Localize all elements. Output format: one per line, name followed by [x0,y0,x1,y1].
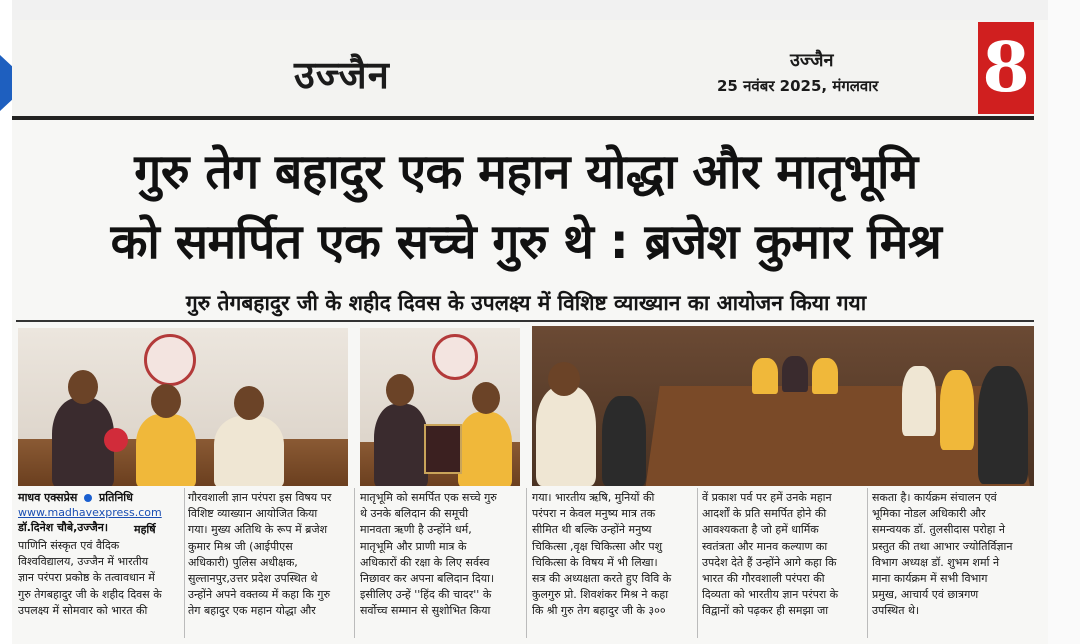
masthead-rule [12,116,1034,120]
person-official [214,416,284,486]
article-column-1 [18,538,180,619]
person-attendee [752,358,778,394]
person-head [68,370,98,404]
article-column-5 [702,490,862,620]
byline-reporter: डॉ.दिनेश चौबे,उज्जैन। [18,521,109,534]
text-line: मानवता ऋणी है उन्होंने धर्म, [360,523,472,537]
byline-role: प्रतिनिधि [98,491,133,504]
page-number: 8 [978,22,1034,114]
person-attendee [602,396,646,486]
column-divider [354,488,355,638]
person-head [548,362,580,396]
text-line: पाणिनि संस्कृत एवं वैदिक [18,539,120,552]
text-line: उपस्थित थे। [872,604,920,618]
text-line: तेग बहादुर एक महान योद्धा और [188,604,316,618]
column-divider [184,488,185,638]
text-line: आवश्यकता है जो हमें धार्मिक [702,523,819,537]
university-emblem-icon [144,334,196,386]
article-column-4 [532,490,692,620]
masthead-city: उज्जैन [790,50,834,71]
text-line: इसीलिए उन्हें ''हिंद की चादर'' के [360,588,492,602]
person-attendee [782,356,808,392]
text-line: परंपरा न केवल मनुष्य मात्र तक [532,507,656,521]
text-line: विद्वानों को पढ़कर ही समझा जा [702,604,829,618]
text-line: ज्ञान परंपरा प्रकोष्ठ के तत्वावधान में [18,571,155,585]
article-column-2 [188,490,348,620]
subheadline: गुरु तेगबहादुर जी के शहीद दिवस के उपलक्ष्य में विशिष्ट व्याख्यान का आयोजन किया गया [185,291,867,315]
text-line: विश्वविद्यालय, उज्जैन में भारतीय [18,555,149,569]
article-column-3 [360,490,520,620]
text-line: चिकित्सा ,वृक्ष चिकित्सा और पशु [532,539,663,553]
text-line: आदर्शों के प्रति समर्पित होने की [702,507,827,521]
text-line: भूमिका नोडल अधिकारी और [872,507,986,521]
text-line: गौरवशाली ज्ञान परंपरा इस विषय पर [188,491,332,504]
headline-line-1: गुरु तेग बहादुर एक महान योद्धा और मातृभूमि [134,144,918,200]
person-attendee [902,366,936,436]
text-line: सत्र की अध्यक्षता करते हुए विवि के [532,572,672,586]
text-line: मातृभूमि और प्राणी मात्र के [360,539,467,553]
text-line: उपलक्ष्य में सोमवार को भारत की [18,603,148,617]
photo-book-presentation [360,328,520,486]
column-divider [697,488,698,638]
text-line: निछावर कर अपना बलिदान दिया। [360,572,495,586]
text-line: प्रमुख, आचार्य एवं छात्रगण [872,588,979,602]
text-line: महर्षि [134,523,156,536]
person-host [458,412,512,486]
right-edge [1048,0,1080,644]
text-line: अधिकारी) पुलिस अधीक्षक, [188,555,298,569]
article-column-6 [872,490,1032,620]
person-host [136,414,196,486]
text-line: वें प्रकाश पर्व पर हमें उनके महान [702,491,832,504]
text-line: उन्होंने अपने वक्तव्य में कहा कि गुरु [188,588,331,602]
subheadline-rule [16,320,1034,322]
text-line: सुल्तानपुर,उत्तर प्रदेश उपस्थित थे [188,572,318,586]
person-attendee [812,358,838,394]
byline [18,490,183,535]
text-line: समन्वयक डॉ. तुलसीदास परोहा ने [872,523,1005,537]
text-line: विभाग अध्यक्ष डॉ. शुभम शर्मा ने [872,555,1000,569]
person-head [234,386,264,420]
text-line: सर्वोच्च सम्मान से सुशोभित किया [360,604,491,618]
section-name: उज्जैन [294,52,390,97]
text-line: अधिकारों की रक्षा के लिए सर्वस्व [360,555,490,569]
text-line: विशिष्ट व्याख्यान आयोजित किया [188,507,318,521]
text-line: मातृभूमि को समर्पित एक सच्चे गुरु [360,491,497,504]
top-strip [0,0,1080,20]
masthead-date: 25 नवंबर 2025, मंगलवार [717,77,879,95]
byline-url[interactable]: www.madhavexpress.com [18,506,162,519]
bouquet-icon [104,428,128,452]
person-head [151,384,181,418]
column-divider [526,488,527,638]
text-line: माना कार्यक्रम में सभी विभाग [872,572,988,586]
photo-felicitation [18,328,348,486]
book-icon [424,424,462,474]
text-line: सकता है। कार्यक्रम संचालन एवं [872,491,997,504]
text-line: गया। मुख्य अतिथि के रूप में ब्रजेश [188,523,328,537]
text-line: भारत की गौरवशाली परंपरा की [702,572,825,586]
person-head [472,382,500,414]
university-emblem-icon [432,334,478,380]
person-guest [374,404,428,486]
headline-line-2: को समर्पित एक सच्चे गुरु थे : ब्रजेश कुमार मिश्र [110,214,942,270]
text-line: गुरु तेगबहादुर जी के शहीद दिवस के [18,587,162,601]
column-divider [867,488,868,638]
text-line: उपदेश देते हैं उन्होंने आगे कहा कि [702,555,837,569]
masthead [12,20,1034,116]
text-line: कुलगुरु प्रो. शिवशंकर मिश्र ने कहा [532,588,669,602]
text-line: थे उनके बलिदान की समूची [360,507,469,521]
text-line: दिव्यता को भारतीय ज्ञान परंपरा के [702,588,839,602]
text-line: गया। भारतीय ऋषि, मुनियों की [532,491,655,504]
person-attendee [940,370,974,450]
byline-source: माधव एक्सप्रेस [18,491,78,504]
person-head [386,374,414,406]
text-line: स्वतंत्रता और मानव कल्याण का [702,539,828,553]
photo-meeting-hall [532,326,1034,486]
text-line: सीमित थी बल्कि उन्होंने मनुष्य [532,523,652,537]
person-attendee [536,386,596,486]
person-attendee [978,366,1028,484]
text-line: प्रस्तुत की तथा आभार ज्योतिर्विज्ञान [872,539,1013,553]
text-line: चिकित्सा के विषय में भी लिखा। [532,555,658,569]
text-line: कि श्री गुरु तेग बहादुर जी के ३०० [532,604,666,618]
text-line: कुमार मिश्र जी (आईपीएस [188,539,293,553]
bullet-icon [84,494,92,502]
